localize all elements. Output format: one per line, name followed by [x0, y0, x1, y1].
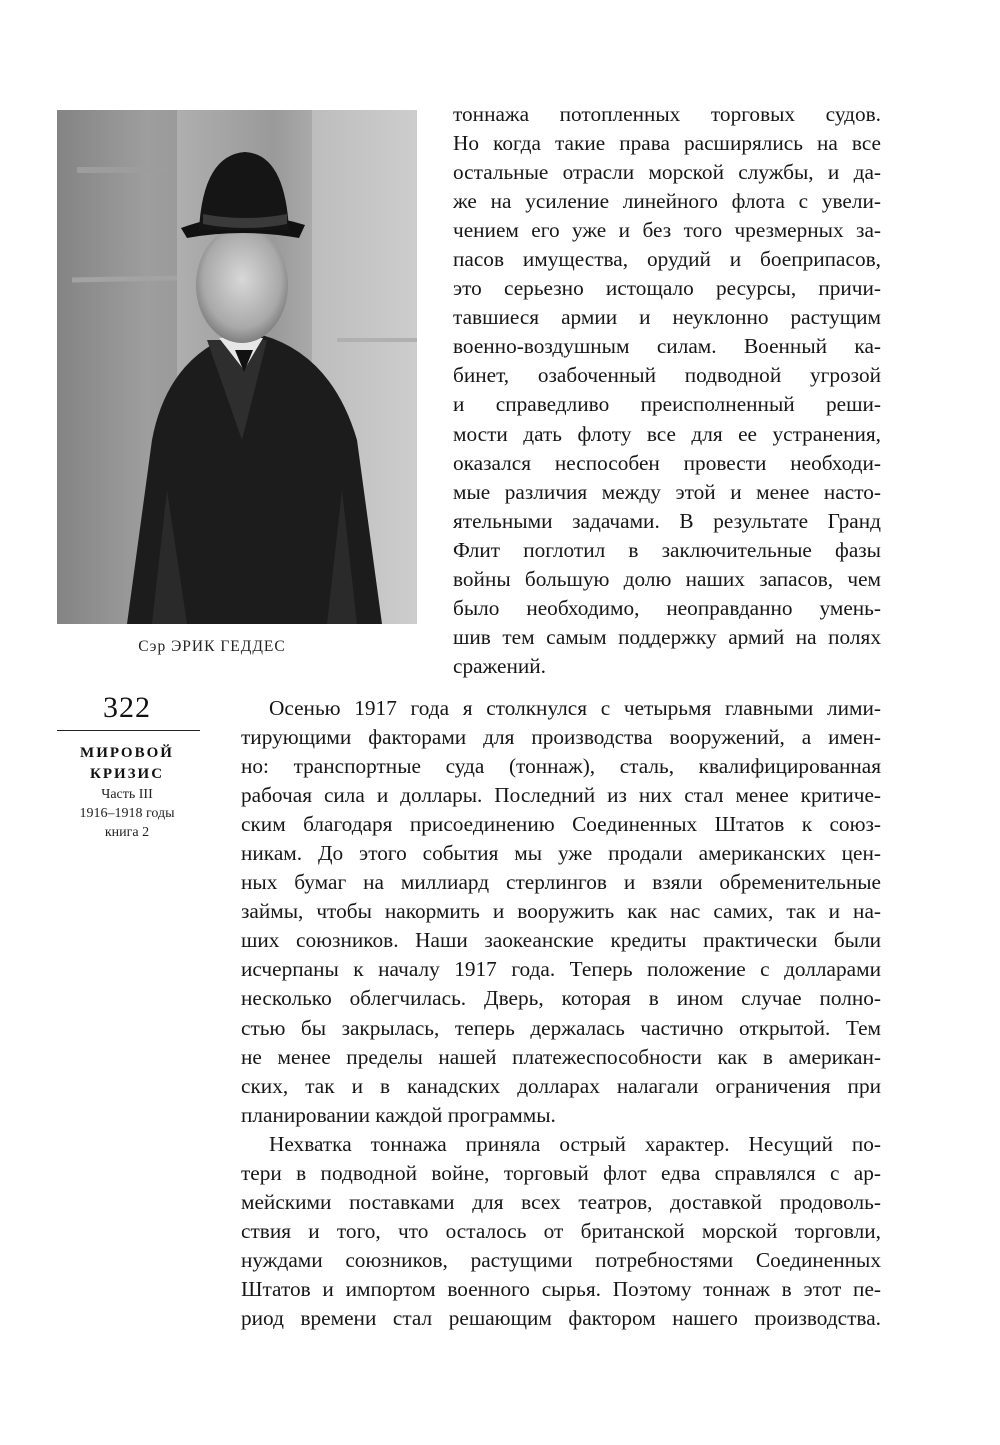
text-line: ятельными задачами. В результате Гранд — [453, 508, 881, 533]
running-sidebar — [57, 690, 197, 842]
portrait-photo — [57, 110, 417, 624]
text-line: ским благодаря присоединению Соединенных Штатов к союз- — [241, 812, 881, 837]
text-line: нуждами союзников, растущими потребностями Соединенных — [241, 1247, 881, 1272]
text-line: ских, так и в канадских долларах налагали ограничения при — [241, 1073, 881, 1098]
text-line: Штатов и импортом военного сырья. Поэтому тоннаж в этот пе- — [241, 1276, 881, 1301]
text-line: сражений. — [453, 653, 546, 678]
text-line: шив тем самым поддержку армий на полях — [453, 624, 881, 649]
book-title-line: КРИЗИС — [89, 766, 165, 782]
book-title — [57, 743, 197, 785]
book-part: Часть III — [101, 787, 153, 802]
text-line: мые различия между этой и менее насто- — [453, 479, 881, 504]
text-line: бинет, озабоченный подводной угрозой — [453, 363, 881, 388]
text-line: военно-воздушным силам. Военный ка- — [453, 334, 881, 359]
text-line: мейскими поставками для всех театров, доставкой продоволь- — [241, 1189, 881, 1214]
text-line: стью бы закрылась, теперь держалась частично открытой. Тем — [241, 1015, 881, 1040]
text-line: и справедливо преисполненный реши- — [453, 392, 881, 417]
book-title-line: МИРОВОЙ — [80, 745, 174, 761]
text-line: пасов имущества, орудий и боеприпасов, — [453, 247, 881, 272]
text-line: тери в подводной войне, торговый флот едва справлялся с ар- — [241, 1160, 881, 1185]
text-line: Нехватка тоннажа приняла острый характер. Несущий по- — [269, 1131, 881, 1156]
text-line: войны большую долю наших запасов, чем — [453, 566, 881, 591]
text-line: планировании каждой программы. — [241, 1102, 556, 1127]
photo-caption: Сэр ЭРИК ГЕДДЕС — [138, 638, 286, 655]
text-line: никам. До этого события мы уже продали американских цен- — [241, 841, 881, 866]
text-line: тирующими факторами для производства вооружений, а имен- — [241, 725, 881, 750]
text-line: займы, чтобы накормить и вооружить как нас самих, так и на- — [241, 899, 881, 924]
portrait-photo-icon — [57, 110, 417, 624]
text-line: ных бумаг на миллиард стерлингов и взяли обременительные — [241, 870, 881, 895]
text-line: это серьезно истощало ресурсы, причи- — [453, 276, 881, 301]
text-line: остальные отрасли морской службы, и да- — [453, 160, 881, 185]
sidebar-divider — [57, 730, 200, 731]
text-line: риод времени стал решающим фактором нашего производства. — [241, 1305, 881, 1330]
text-line: ших союзников. Наши заокеанские кредиты практически были — [241, 928, 881, 953]
text-line: тавшиеся армии и неуклонно растущим — [453, 305, 881, 330]
text-line: Осенью 1917 года я столкнулся с четырьмя главными лими- — [269, 696, 881, 720]
text-line: было необходимо, неоправданно умень- — [453, 595, 881, 620]
text-line: оказался неспособен провести необходи- — [453, 450, 881, 475]
text-line: Но когда такие права расширялись на все — [453, 131, 881, 156]
text-line: мости дать флоту все для ее устранения, — [453, 421, 881, 446]
text-line: исчерпаны к началу 1917 года. Теперь положение с долларами — [241, 957, 881, 982]
page-number: 322 — [103, 691, 151, 724]
book-years: 1916–1918 годы — [79, 806, 175, 821]
book-volume: книга 2 — [104, 825, 150, 840]
text-line: но: транспортные суда (тоннаж), сталь, квалифицированная — [241, 754, 881, 779]
text-line: не менее пределы нашей платежеспособности как в американ- — [241, 1044, 881, 1069]
text-line: Флит поглотил в заключительные фазы — [453, 537, 881, 562]
text-line: ствия и того, что осталось от британской морской торговли, — [241, 1218, 881, 1243]
text-line: тоннажа потопленных торговых судов. — [453, 102, 881, 126]
text-line: же на усиление линейного флота с увели- — [453, 189, 881, 214]
text-line: несколько облегчилась. Дверь, которая в ином случае полно- — [241, 986, 881, 1011]
text-line: рабочая сила и доллары. Последний из них стал менее критиче- — [241, 783, 881, 808]
paragraph-continued — [453, 100, 881, 681]
text-line: чением его уже и без того чрезмерных за- — [453, 218, 881, 243]
main-text — [241, 694, 881, 1333]
